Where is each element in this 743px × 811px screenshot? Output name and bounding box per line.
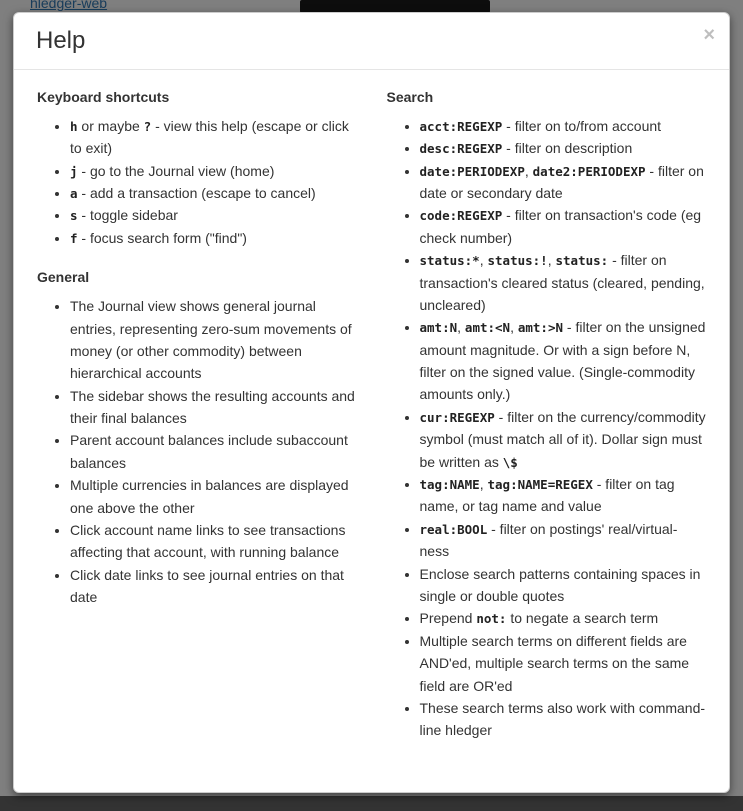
section-heading: Keyboard shortcuts xyxy=(37,88,170,105)
help-modal xyxy=(13,12,730,793)
list-item: • amt:N, amt:<N, amt:>N - filter on the unsigned amount magnitude. Or with a sign before N, filter on the signed value. (Single-commodity amounts only.) xyxy=(420,316,707,406)
inline-code: not: xyxy=(476,611,507,627)
inline-code: tag:NAME xyxy=(419,477,480,493)
inline-code: status:! xyxy=(487,253,548,269)
list-item: • tag:NAME, tag:NAME=REGEX - filter on tag name, or tag name and value xyxy=(420,473,707,518)
list-item: • a - add a transaction (escape to cancel) xyxy=(70,182,357,204)
help-list xyxy=(37,115,357,249)
list-item: • j - go to the Journal view (home) xyxy=(70,160,357,182)
list-item: • acct:REGEXP - filter on to/from account xyxy=(420,115,707,137)
inline-code: acct:REGEXP xyxy=(419,118,503,134)
inline-code: desc:REGEXP xyxy=(419,141,503,157)
list-item: • Multiple currencies in balances are displayed one above the other xyxy=(70,474,357,519)
list-item: • Enclose search patterns containing spaces in single or double quotes xyxy=(420,563,707,608)
section-heading: Search xyxy=(386,88,434,105)
inline-code: \$ xyxy=(502,454,518,470)
help-list xyxy=(37,295,357,608)
inline-code: j xyxy=(70,163,78,179)
inline-code: a xyxy=(70,185,78,201)
inline-code: amt:N xyxy=(419,320,458,336)
inline-code: s xyxy=(70,208,78,224)
inline-code: amt:>N xyxy=(517,320,564,336)
help-list xyxy=(387,115,707,742)
inline-code: code:REGEXP xyxy=(419,208,503,224)
list-item: • Multiple search terms on different fields are AND'ed, multiple search terms on the same field are OR'ed xyxy=(420,630,707,697)
help-column-right xyxy=(372,89,722,752)
list-item: • These search terms also work with command-line hledger xyxy=(420,697,707,742)
inline-code: cur:REGEXP xyxy=(419,409,495,425)
list-item: • cur:REGEXP - filter on the currency/commodity symbol (must match all of it). Dollar sign must be written as \$ xyxy=(420,406,707,473)
modal-body xyxy=(14,70,729,772)
help-column-left xyxy=(22,89,372,752)
inline-code: date2:PERIODEXP xyxy=(532,163,646,179)
inline-code: date:PERIODEXP xyxy=(419,163,525,179)
inline-code: tag:NAME=REGEX xyxy=(487,477,593,493)
list-item: • f - focus search form ("find") xyxy=(70,227,357,249)
section-heading: General xyxy=(37,269,90,286)
list-item: • h or maybe ? - view this help (escape or click to exit) xyxy=(70,115,357,160)
inline-code: status:* xyxy=(419,253,480,269)
list-item: • date:PERIODEXP, date2:PERIODEXP - filter on date or secondary date xyxy=(420,160,707,205)
list-item: • status:*, status:!, status: - filter on transaction's cleared status (cleared, pending, uncleared) xyxy=(420,249,707,316)
inline-code: ? xyxy=(143,118,152,134)
close-icon[interactable]: × xyxy=(703,24,715,46)
inline-code: real:BOOL xyxy=(419,521,488,537)
list-item: • desc:REGEXP - filter on description xyxy=(420,137,707,159)
list-item: • Prepend not: to negate a search term xyxy=(420,607,707,629)
inline-code: f xyxy=(70,230,78,246)
list-item: • real:BOOL - filter on postings' real/virtual-ness xyxy=(420,518,707,563)
inline-code: h xyxy=(70,118,78,134)
inline-code: amt:<N xyxy=(464,320,511,336)
list-item: • Click account name links to see transactions affecting that account, with running balance xyxy=(70,519,357,564)
list-item: • code:REGEXP - filter on transaction's code (eg check number) xyxy=(420,204,707,249)
modal-header xyxy=(14,13,729,70)
list-item: • s - toggle sidebar xyxy=(70,204,357,226)
list-item: • The sidebar shows the resulting accounts and their final balances xyxy=(70,385,357,430)
list-item: • Click date links to see journal entries on that date xyxy=(70,564,357,609)
inline-code: status: xyxy=(555,253,609,269)
list-item: • The Journal view shows general journal entries, representing zero-sum movements of money (or other commodity) between hierarchical accounts xyxy=(70,295,357,385)
list-item: • Parent account balances include subaccount balances xyxy=(70,429,357,474)
modal-title: Help xyxy=(36,27,86,54)
